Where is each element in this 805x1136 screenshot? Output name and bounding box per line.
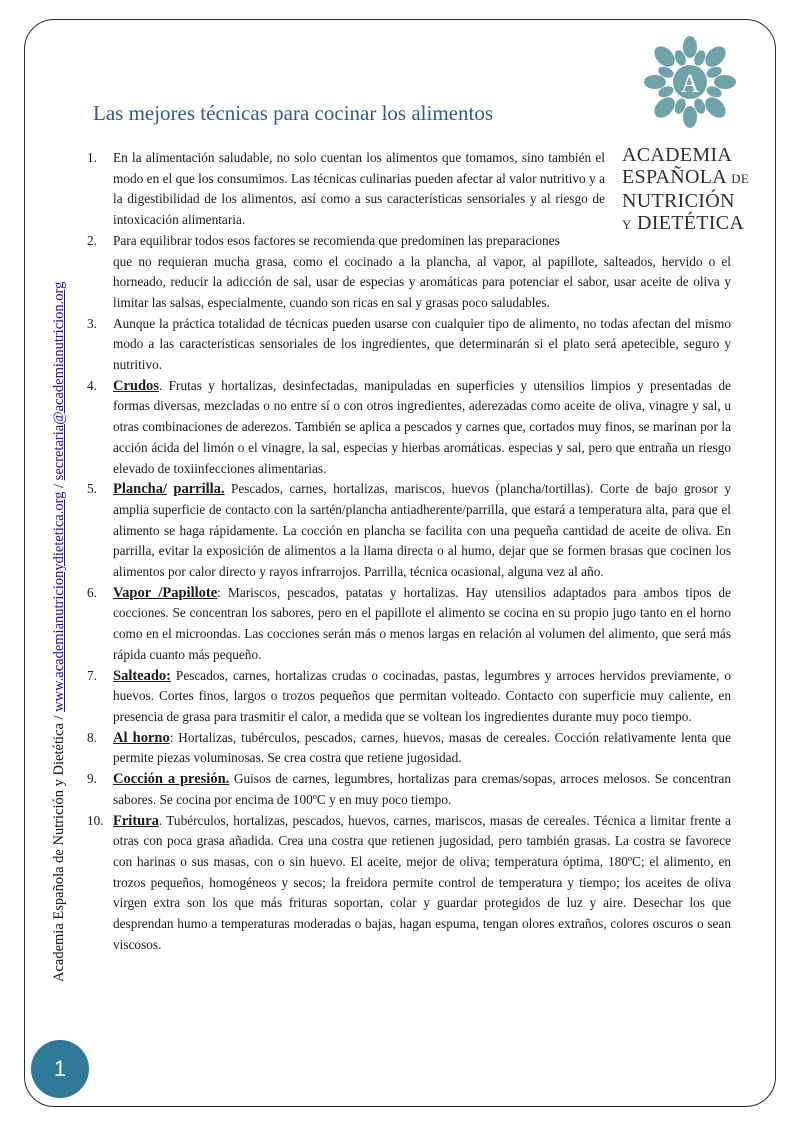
- page-title: Las mejores técnicas para cocinar los alimentos: [93, 101, 494, 125]
- sidebar-separator: /: [51, 711, 67, 724]
- logo-line-4: Y DIETÉTICA: [622, 212, 745, 234]
- logo-line-1: ACADEMIA: [622, 144, 733, 166]
- techniques-list: [87, 148, 731, 955]
- list-item: 1. En la alimentación saludable, no solo cuentan los alimentos que tomamos, sino también el modo en el que los consumimos. Las técnicas culinarias pueden afectar al valor nutritivo y a la digestibilidad de los alimentos, así como a sus características sensoriales y al riesgo de intoxicación alimentaria.: [87, 150, 605, 228]
- list-item: 6. Vapor /Papillote: Mariscos, pescados, patatas y hortalizas. Hay utensilios adaptados para ambos tipos de cocciones. Se concentran los sabores, pero en el papillote el alimento se cocina en su propio jugo tanto en el horno como en el microondas. Las cocciones serán más o menos largas en relación al volumen del alimento, que será más rápida cuanto más pequeño.: [87, 584, 731, 662]
- logo-line-3: NUTRICIÓN: [622, 190, 735, 212]
- technique-name: Fritura: [113, 812, 159, 829]
- list-item: 8. Al horno: Hortalizas, tubérculos, pescados, carnes, huevos, masas de cereales. Cocción relativamente lenta que permite piezas voluminosas. Se crea costra que retiene jugosidad.: [87, 729, 731, 766]
- technique-name: Crudos: [113, 377, 159, 394]
- technique-name: Salteado:: [113, 667, 171, 684]
- technique-name: Cocción a presión.: [113, 771, 230, 788]
- page-number-badge: 1: [31, 1040, 89, 1098]
- logo-letter: A: [680, 69, 700, 98]
- list-item: 5. Plancha/ parrilla. Pescados, carnes, hortalizas, mariscos, huevos (plancha/tortillas). Corte de bajo grosor y amplia superficie de contacto con la sartén/plancha antiadherente/parrilla, que estará a temperatura alta, para que el alimento se haga rápidamente. La cocción en plancha se facilita con una pequeña cantidad de aceite de oliva. En parrilla, evitar la exposición de alimentos a la llama directa o al humo, dejar que se formen brasas que cocinen los alimentos por calor directo y rayos infrarrojos. Parrilla, técnica ocasional, alguna vez al año.: [87, 481, 731, 580]
- sidebar-vertical-text: [48, 102, 70, 982]
- website-link[interactable]: www.academianutricionydietetica.org: [51, 491, 67, 712]
- sidebar-org-name: Academia Española de Nutrición y Dietética: [51, 723, 67, 982]
- email-link[interactable]: secretaria@academianutricion.org: [51, 281, 67, 481]
- list-item: 9. Cocción a presión. Guisos de carnes, legumbres, hortalizas para cremas/sopas, arroces melosos. Se concentran sabores. Se cocina por encima de 100ºC y en muy poco tiempo.: [87, 771, 731, 807]
- list-item: 7. Salteado: Pescados, carnes, hortalizas crudas o cocinadas, pastas, legumbres y arroces hervidos previamente, o huevos. Cortes finos, largos o trozos pequeños que permitan volteado. Contacto con superficie muy caliente, en presencia de grasa para trasmitir el calor, a medida que se voltean los ingredientes durante muy poco tiempo.: [87, 667, 731, 724]
- list-item: 3. Aunque la práctica totalidad de técnicas pueden usarse con cualquier tipo de alimento, no todas afectan del mismo modo a las características sensoriales de los ingredientes, que determinarán si el plato será apetecible, seguro y nutritivo.: [87, 315, 731, 373]
- logo-line-2: ESPAÑOLA DE: [622, 166, 750, 188]
- list-item: 2. Para equilibrar todos esos factores se recomienda que predominen las preparaciones que no requieran mucha grasa, como el cocinado a la plancha, al vapor, al papillote, salteados, hervido o el horneado, reducir la adicción de sal, usar de especias y aromáticas para potenciar el sabor, usar aceite de oliva y limitar las salsas, especialmente, cuando son ricas en sal y grasas poco saludables.: [87, 232, 731, 310]
- list-item: 10. Fritura. Tubérculos, hortalizas, pescados, huevos, carnes, mariscos, masas de cereales. Técnica a limitar frente a otras con poca grasa añadida. Crea una costra que retienen jugosidad, pero también grasas. La costra se favorece con harinas o sus masas, con o sin huevo. El aceite, mejor de oliva; temperatura óptima, 180ºC; el alimento, en trozos pequeños, homogéneos y secos; la freidora permite control de temperatura y tiempo; los aceites de oliva virgen extra son los que más frituras soportan, colar y guardar protegidos de luz y aire. Desechar los que desprendan humo a temperaturas moderadas o bajas, hagan espuma, tengan olores extraños, colores oscuros o sean viscosos.: [87, 812, 731, 952]
- technique-name: Al horno: [113, 729, 170, 746]
- technique-name: Plancha/: [113, 481, 167, 498]
- leaf-emblem-icon: [642, 34, 738, 130]
- list-item: 4. Crudos. Frutas y hortalizas, desinfectadas, manipuladas en superficies y utensilios limpios y presentadas de formas diversas, mezcladas o no entre sí o con otros ingredientes, aderezadas como aceite de oliva, vinagre y sal, u otras combinaciones de aderezos. También se aplica a pescados y carnes que, cortados muy finos, se marinan por la acción ácida del limón o el vinagre, la sal, especias y hierbas aromáticas. especias y sal, pero que entraña un riesgo elevado de toxiinfecciones alimentarias.: [87, 377, 731, 476]
- technique-name-2: parrilla.: [173, 481, 225, 498]
- sidebar-separator-2: /: [51, 480, 67, 492]
- technique-name: Vapor /Papillote: [113, 584, 218, 601]
